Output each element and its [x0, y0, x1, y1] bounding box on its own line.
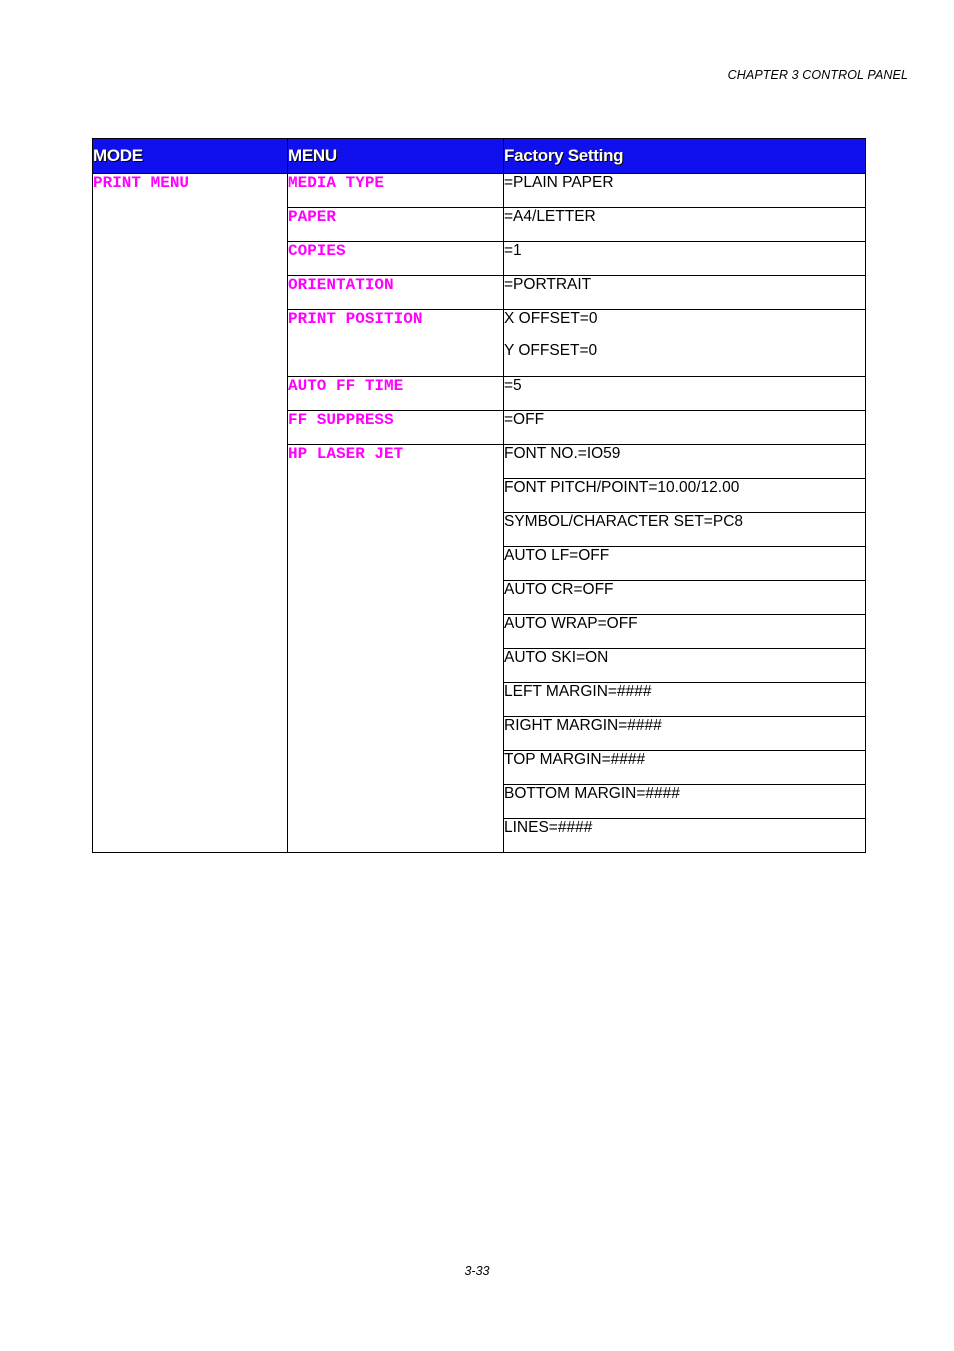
- setting-cell: =1: [504, 242, 866, 276]
- setting-cell: TOP MARGIN=####: [504, 751, 866, 785]
- mode-cell: PRINT MENU: [93, 174, 288, 853]
- column-header-menu: MENU: [288, 139, 504, 174]
- setting-cell: AUTO CR=OFF: [504, 581, 866, 615]
- setting-cell: LINES=####: [504, 819, 866, 853]
- column-header-mode: MODE: [93, 139, 288, 174]
- column-header-factory-setting: Factory Setting: [504, 139, 866, 174]
- menu-cell-orientation: ORIENTATION: [288, 276, 504, 310]
- running-header: CHAPTER 3 CONTROL PANEL: [727, 68, 908, 82]
- menu-cell-auto-ff-time: AUTO FF TIME: [288, 377, 504, 411]
- setting-cell: SYMBOL/CHARACTER SET=PC8: [504, 513, 866, 547]
- setting-cell: AUTO SKI=ON: [504, 649, 866, 683]
- setting-cell: RIGHT MARGIN=####: [504, 717, 866, 751]
- setting-cell: FONT PITCH/POINT=10.00/12.00: [504, 479, 866, 513]
- page-number: 3-33: [464, 1264, 490, 1278]
- menu-cell-copies: COPIES: [288, 242, 504, 276]
- setting-cell: FONT NO.=IO59: [504, 445, 866, 479]
- setting-cell: =PORTRAIT: [504, 276, 866, 310]
- print-menu-settings-table: [92, 138, 866, 853]
- setting-cell: =PLAIN PAPER: [504, 174, 866, 208]
- table-row: [93, 174, 866, 208]
- setting-cell: LEFT MARGIN=####: [504, 683, 866, 717]
- menu-cell-ff-suppress: FF SUPPRESS: [288, 411, 504, 445]
- menu-cell-media-type: MEDIA TYPE: [288, 174, 504, 208]
- table-header-row: [93, 139, 866, 174]
- setting-x-offset: X OFFSET=0: [504, 310, 598, 327]
- setting-y-offset: Y OFFSET=0: [504, 342, 598, 359]
- menu-cell-paper: PAPER: [288, 208, 504, 242]
- setting-cell: =A4/LETTER: [504, 208, 866, 242]
- setting-cell: =5: [504, 377, 866, 411]
- setting-cell: AUTO WRAP=OFF: [504, 615, 866, 649]
- setting-cell: BOTTOM MARGIN=####: [504, 785, 866, 819]
- setting-cell: =OFF: [504, 411, 866, 445]
- menu-cell-print-position: PRINT POSITION: [288, 310, 504, 377]
- menu-cell-hp-laser-jet: HP LASER JET: [288, 445, 504, 853]
- setting-cell: AUTO LF=OFF: [504, 547, 866, 581]
- setting-cell-offsets: [504, 310, 866, 377]
